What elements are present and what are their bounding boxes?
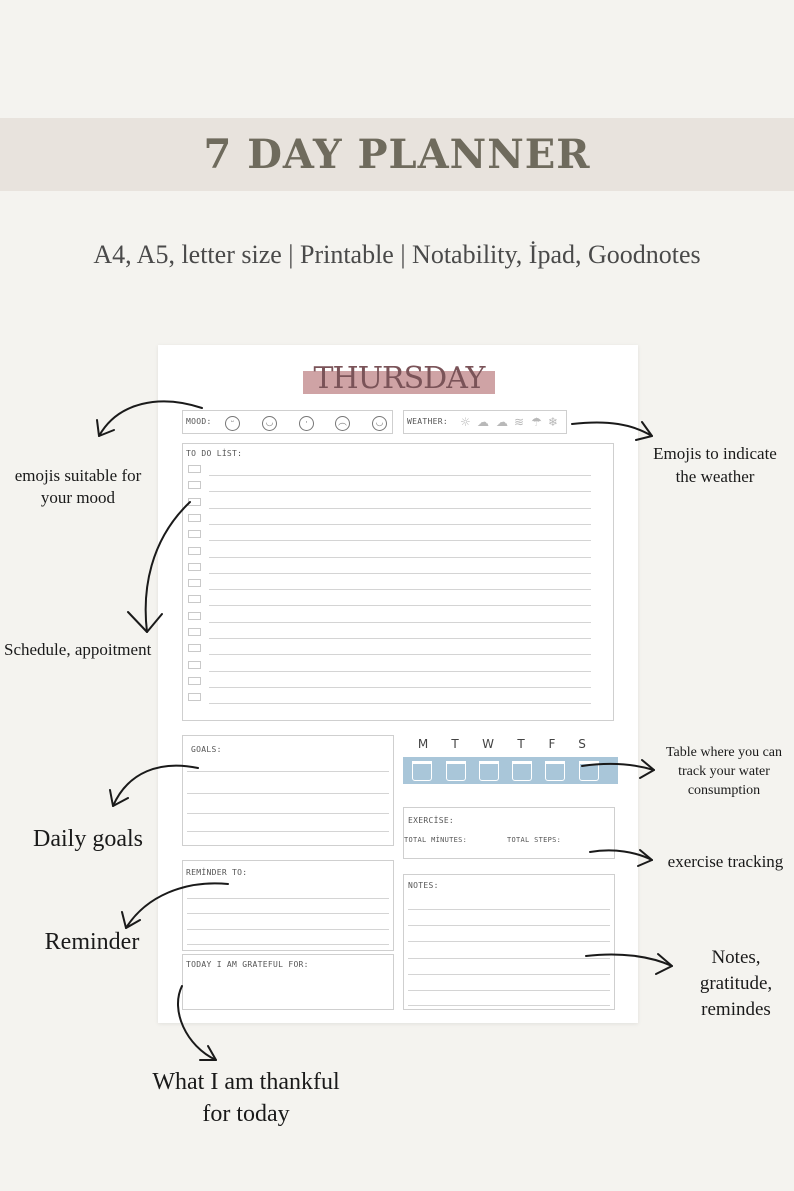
water-arrow [582,764,654,770]
water-day-label: M [417,737,429,751]
page-title: 7 DAY PLANNER [203,131,591,178]
exercise-label: EXERCİSE: [408,816,455,825]
smile-face-icon[interactable]: ◡ [262,416,277,431]
mood-arrowhead [97,420,114,436]
cloud-sun-icon[interactable]: ☁ [477,415,489,429]
weather-arrow [572,423,652,437]
sad-face-icon[interactable]: ︵ [335,416,350,431]
exercise-annotation: exercise tracking [667,852,784,871]
weather-label: WEATHER: [407,417,448,426]
notes-annotation: Notes, gratitude, remindes [699,947,773,1020]
water-day-label: S [578,737,586,751]
sun-icon[interactable]: ☼ [460,415,471,429]
snow-icon[interactable]: ❄ [548,415,559,429]
water-day-label: T [517,737,525,751]
notes-label: NOTES: [408,881,439,890]
page-subtitle: A4, A5, letter size | Printable | Notability, İpad, Goodnotes [93,240,701,269]
reminder-arrow [126,883,228,928]
water-day-label: F [548,737,556,751]
grateful-label: TODAY I AM GRATEFUL FOR: [186,960,309,969]
wind-icon[interactable]: ≋ [514,415,525,429]
reminder-label: REMİNDER TO: [186,868,248,877]
total-minutes-label[interactable]: TOTAL MİNUTES: [404,836,468,844]
reminder-annotation: Reminder [44,929,140,955]
water-day-label: W [482,737,494,751]
grin-face-icon[interactable]: ᵕ [225,416,240,431]
weather-annotation: Emojis to indicate the weather [653,444,777,486]
neutral-face-icon[interactable]: · [299,416,314,431]
water-day-label: T [451,737,459,751]
day-title: THURSDAY [313,361,485,396]
schedule-annotation: Schedule, appoitment [4,640,152,659]
exercise-arrowhead [638,850,652,866]
goals-annotation: Daily goals [33,826,143,852]
mood-label: MOOD: [186,417,212,426]
goals-label: GOALS: [191,745,222,754]
schedule-arrow [146,502,190,632]
thankful-annotation: What I am thankful for today [152,1069,340,1127]
notes-arrowhead [656,954,672,974]
goals-arrowhead [110,790,128,806]
wink-face-icon[interactable]: ◡ [372,416,387,431]
todo-label: TO DO LİST: [186,449,243,458]
mood-annotation: emojis suitable for your mood [14,466,142,507]
total-steps-label[interactable]: TOTAL STEPS: [507,836,562,844]
cloud-icon[interactable]: ☁ [496,415,508,429]
rain-icon[interactable]: ☂ [531,415,542,429]
water-annotation: Table where you can track your water consumption [665,745,783,798]
